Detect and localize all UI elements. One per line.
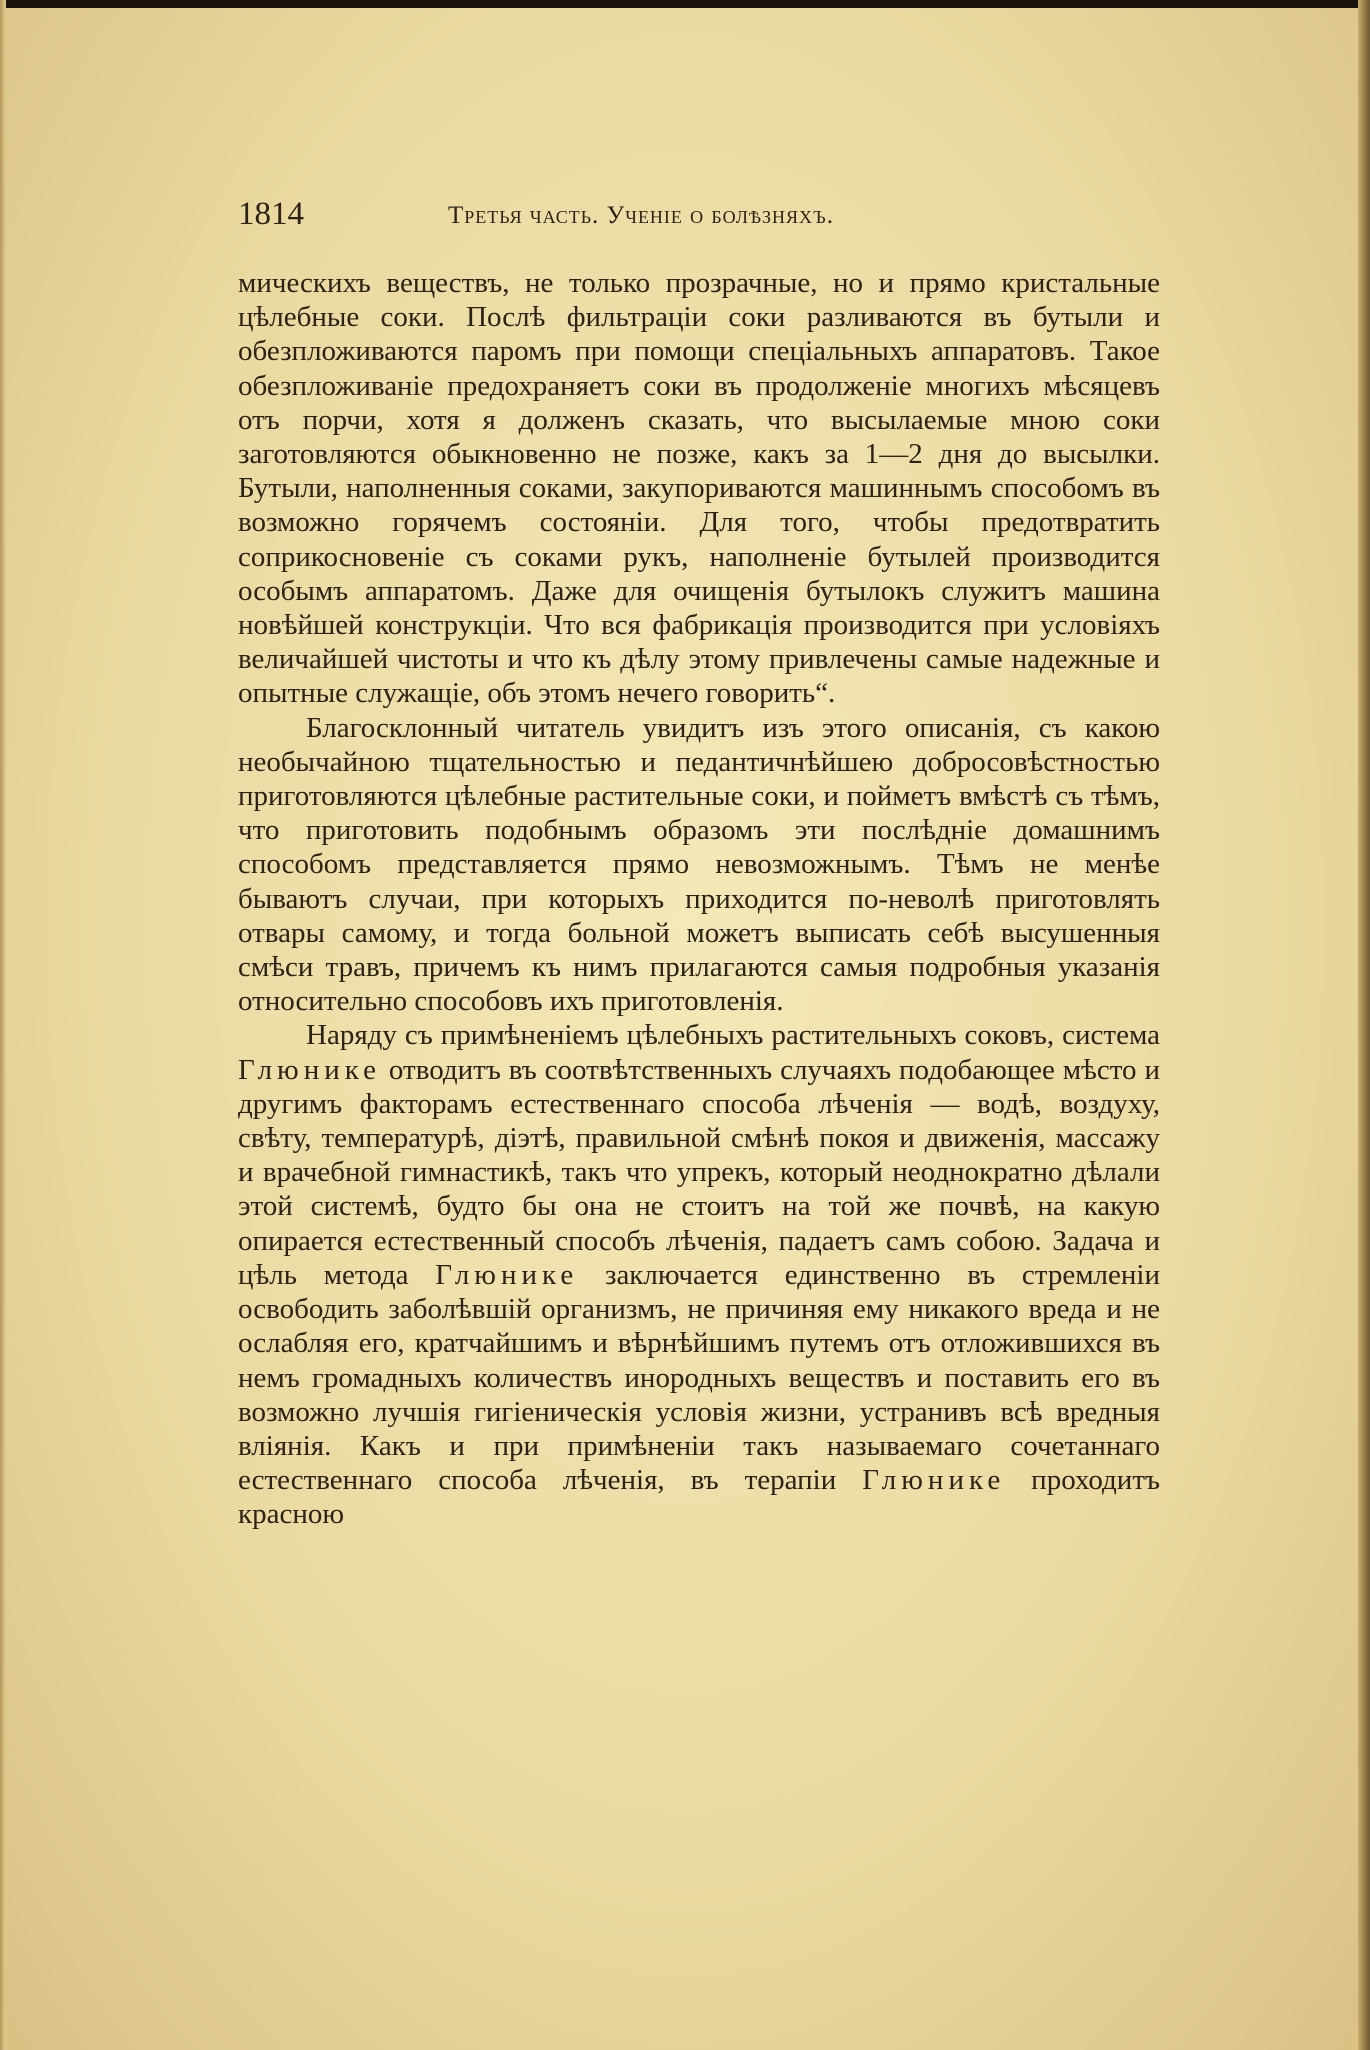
page-top-edge: [0, 0, 1370, 8]
page-left-edge: [0, 0, 6, 2050]
paragraph-text: мическихъ веществъ, не только прозрачные, но и прямо кристальные цѣлебные соки. Послѣ фильтраціи соки разливаются въ бутыли и обезпложиваются паромъ при помощи спеціальныхъ аппаратовъ. Такое обезпложиваніе предохраняетъ соки въ продолженіе многихъ мѣсяцевъ отъ порчи, хотя я долженъ сказать, что высылаемые мною соки заготовляются обыкновенно не позже, какъ за 1—2 дня до высылки. Бутыли, наполненныя соками, закупориваются машиннымъ способомъ въ возможно горячемъ состояніи. Для того, чтобы предотвратить соприкосновеніе съ соками рукъ, наполненіе бутылей производится особымъ аппаратомъ. Даже для очищенія бутылокъ служитъ машина новѣйшей конструкціи. Что вся фабрикація производится при условіяхъ величайшей чистоты и что къ дѣлу этому привлечены самые надежные и опытные служащіе, объ этомъ нечего говорить“.: [238, 267, 1160, 710]
page-number: 1814: [238, 196, 304, 232]
page-header: [238, 196, 1158, 240]
paragraph-text: проходитъ красною: [238, 1464, 1160, 1531]
paragraph-1: [238, 266, 1160, 711]
paragraph-3: [238, 1018, 1160, 1531]
paragraph-2: [238, 711, 1160, 1019]
author-name-spaced: Глюнике: [238, 1053, 381, 1086]
paragraph-text: заключается единственно въ стремленіи освободить заболѣвшій организмъ, не причиняя ему никакого вреда и не ослабляя его, кратчайшимъ и вѣрнѣйшимъ путемъ отъ отложившихся въ немъ громадныхъ количествъ инородныхъ веществъ и поставить его въ возможно лучшія гигіеническія условія жизни, устранивъ всѣ вредныя вліянія. Какъ и при примѣненіи такъ называемаго сочетаннаго естественнаго способа лѣченія, въ терапіи: [238, 1258, 1160, 1497]
running-title: Третья часть. Ученіе о болѣзняхъ.: [448, 202, 835, 229]
author-name-spaced: Глюнике: [862, 1464, 1006, 1497]
body-text: [238, 266, 1160, 1532]
paragraph-text: Наряду съ примѣненіемъ цѣлебныхъ растительныхъ соковъ, система: [306, 1019, 1160, 1052]
page-right-edge: [1358, 0, 1370, 2050]
paragraph-text: отводитъ въ соотвѣтственныхъ случаяхъ подобающее мѣсто и другимъ факторамъ естественнаго способа лѣченія — водѣ, воздуху, свѣту, температурѣ, діэтѣ, правильной смѣнѣ покоя и движенія, массажу и врачебной гимнастикѣ, такъ что упрекъ, который неоднократно дѣлали этой системѣ, будто бы она не стоитъ на той же почвѣ, на какую опирается естественный способъ лѣченія, падаетъ самъ собою. Задача и цѣль метода: [238, 1053, 1160, 1291]
author-name-spaced: Глюнике: [435, 1258, 579, 1291]
paragraph-text: Благосклонный читатель увидитъ изъ этого описанія, съ какою необычайною тщательностью и педантичнѣйшею добросовѣстностью приготовляются цѣлебные растительные соки, и пойметъ вмѣстѣ съ тѣмъ, что приготовить подобнымъ образомъ эти послѣдніе домашнимъ способомъ представляется прямо невозможнымъ. Тѣмъ не менѣе бываютъ случаи, при которыхъ приходится по-неволѣ приготовлять отвары самому, и тогда больной можетъ выписать себѣ высушенныя смѣси травъ, причемъ къ нимъ прилагаются самыя подробныя указанія относительно способовъ ихъ приготовленія.: [238, 711, 1160, 1018]
